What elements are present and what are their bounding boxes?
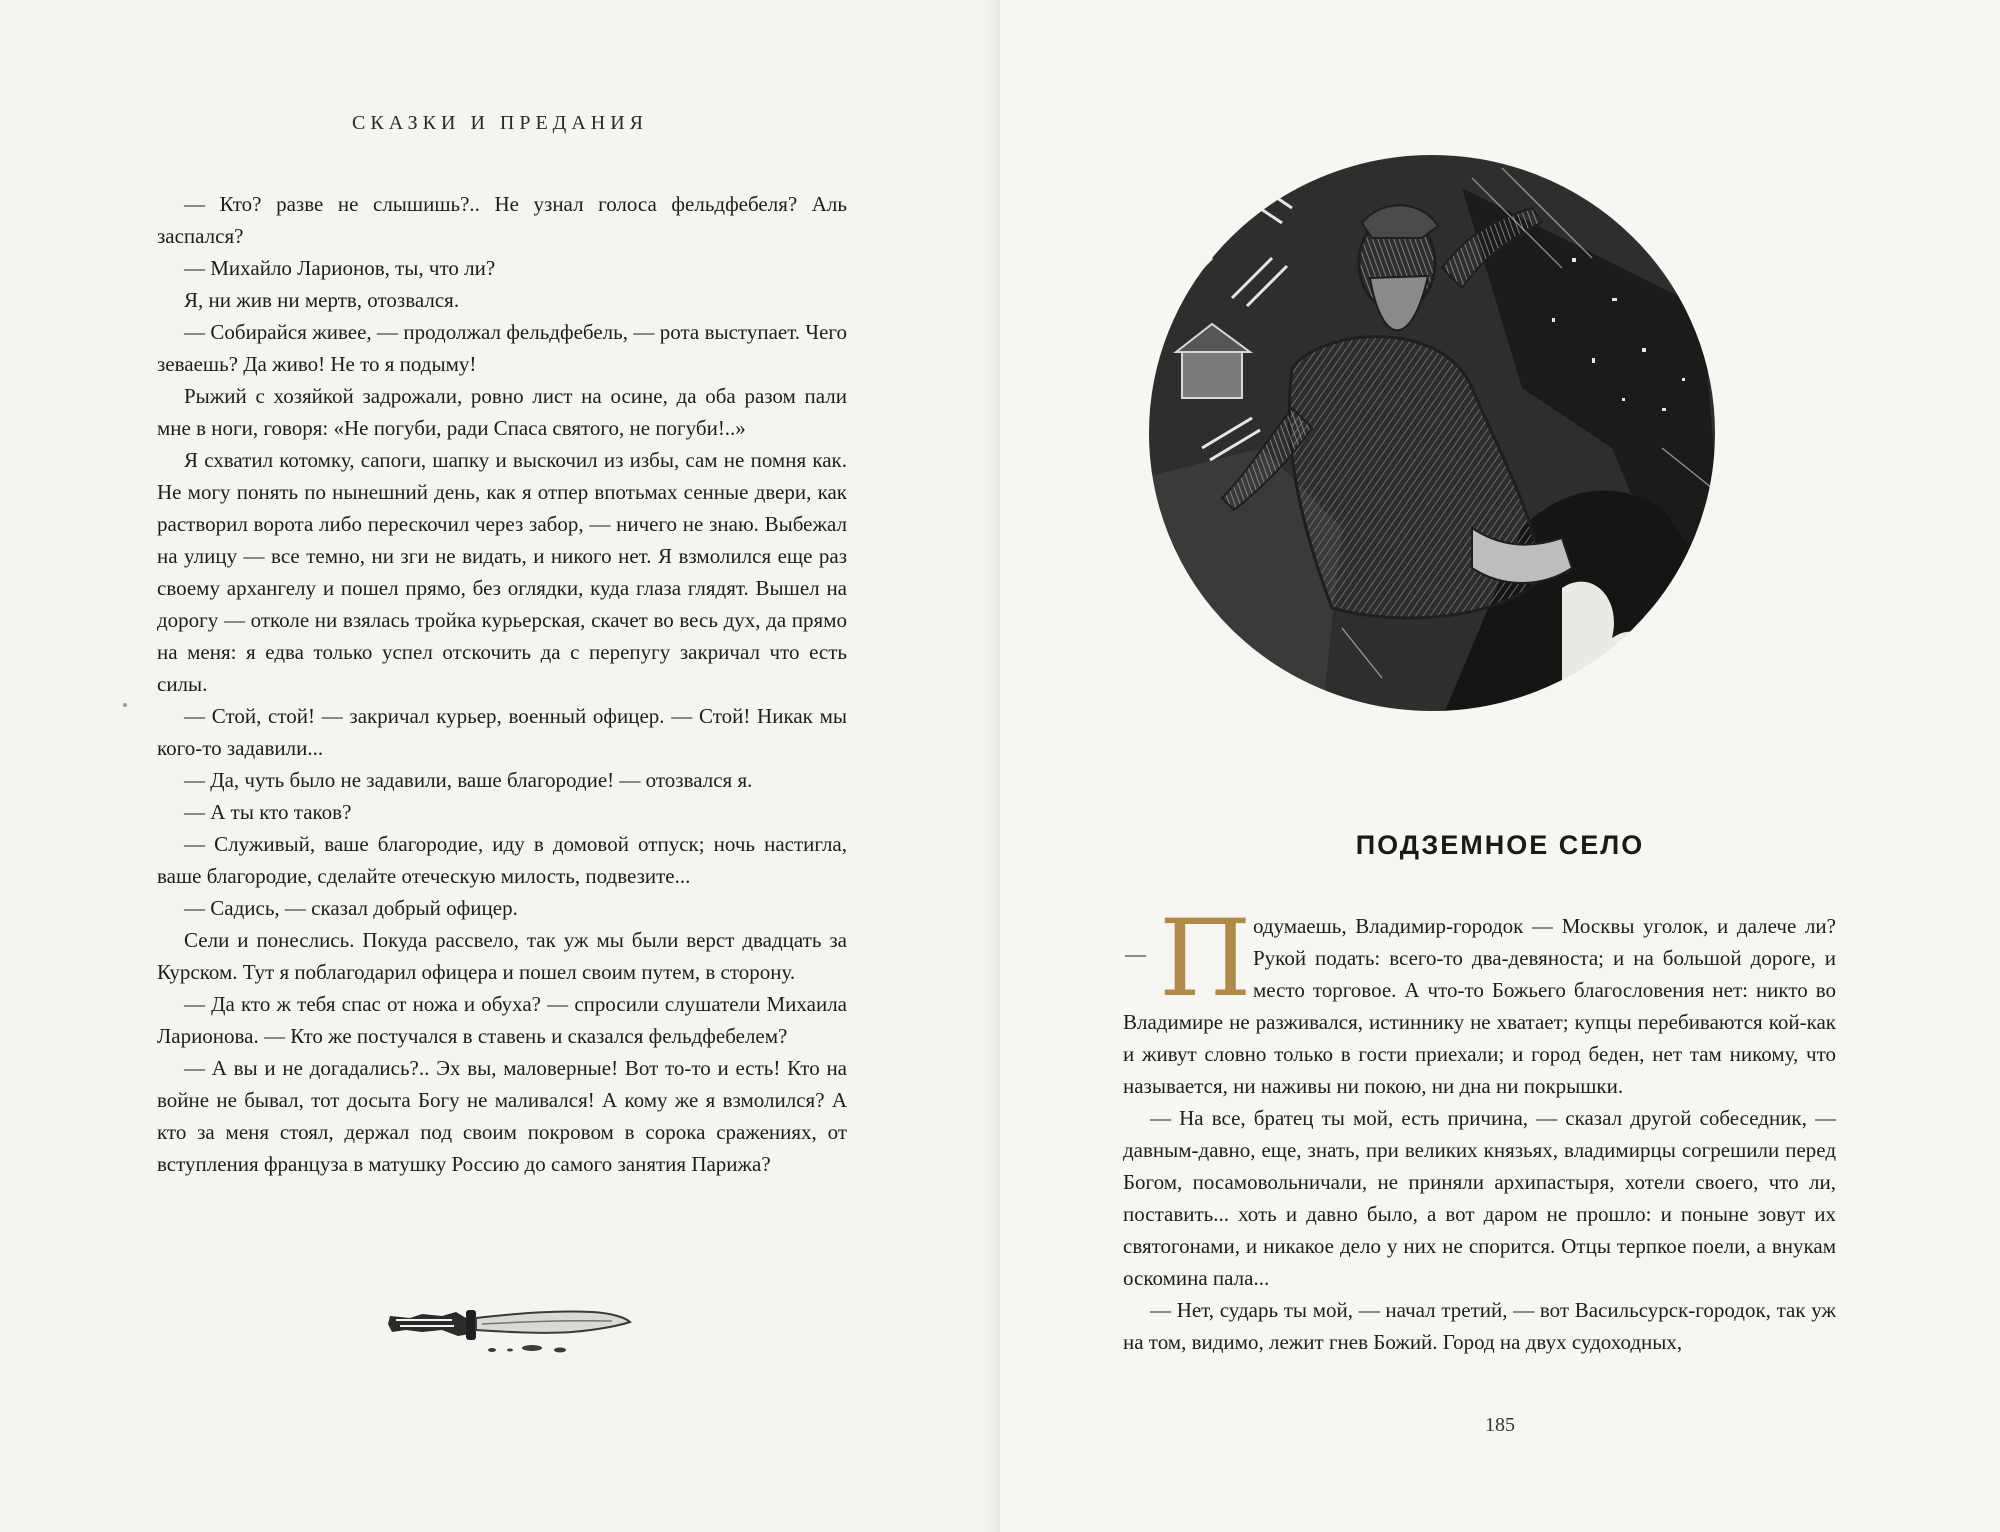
first-paragraph-text: одумаешь, Владимир-городок — Москвы уголок, и далече ли? Рукой подать: всего-то два-девяноста; и на большой дороге, и место торговое. А что-то Божьего благословения нет: никто во Владимире не разживался, истиннику не хватает; купцы перебиваются кой-как и живут словно только в гости приехали; и город беден, нет там никому, что называется, ни наживы ни покою, ни дна ни покрышки. [1123, 914, 1836, 1098]
paragraph: — А ты кто таков? [184, 800, 352, 824]
paper-speck [123, 703, 127, 707]
paragraph: — Кто? разве не слышишь?.. Не узнал голоса фельдфебеля? Аль заспался? [157, 192, 847, 248]
paragraph: — Нет, сударь ты мой, — начал третий, — вот Васильсурск-городок, так уж на том, видимо, лежит гнев Божий. Город на двух судоходных, [1123, 1298, 1836, 1354]
paragraph: Рыжий с хозяйкой задрожали, ровно лист на осине, да оба разом пали мне в ноги, говоря: «Не погуби, ради Спаса святого, не погуби!..» [157, 384, 847, 440]
paragraph: Я схватил котомку, сапоги, шапку и выскочил из избы, сам не помня как. Не могу понять по нынешний день, как я отпер впотьмах сенные двери, как растворил ворота либо перескочил через забор, — ничего не знаю. Выбежал на улицу — все темно, ни зги не видать, и никого нет. Я взмолился еще раз своему архангелу и пошел прямо, без оглядки, куда глаза глядят. Вышел на дорогу — отколе ни взялась тройка курьерская, скачет во весь дух, да прямо на меня: я едва только успел отскочить да с перепугу закричал что есть силы. [157, 448, 847, 696]
oval-engraving-illustration [1142, 148, 1722, 718]
paragraph: — Собирайся живее, — продолжал фельдфебель, — рота выступает. Чего зеваешь? Да живо! Не то я подыму! [157, 320, 847, 376]
paragraph: — Стой, стой! — закричал курьер, военный офицер. — Стой! Никак мы кого-то задавили... [157, 704, 847, 760]
drop-cap-block [1123, 897, 1252, 1020]
paragraph: — Да кто ж тебя спас от ножа и обуха? — спросили слушатели Михаила Ларионова. — Кто же постучался в ставень и сказался фельдфебелем? [157, 992, 847, 1048]
first-paragraph [1123, 897, 1836, 1102]
right-page-text [1123, 897, 1836, 1358]
paragraph: — Садись, — сказал добрый офицер. [184, 896, 518, 920]
drop-cap-dash: — [1125, 942, 1146, 966]
paragraph: Сели и понеслись. Покуда рассвело, так уж мы были верст двадцать за Курском. Тут я поблагодарил офицера и пошел своим путем, в сторону. [157, 928, 847, 984]
paragraph: — На все, братец ты мой, есть причина, — сказал другой собеседник, — давным-давно, еще, знать, при великих князьях, владимирцы согрешили перед Богом, посамовольничали, не приняли архипастыря, хотели своего, что ли, поставить... хоть и давно было, а вот даром не прошло: и поныне зовут их святогонами, и никакое дело у них не спорится. Отцы терпкое поели, а внукам оскомина пала... [1123, 1106, 1836, 1290]
left-page-text [157, 188, 847, 1180]
paragraph: — Михайло Ларионов, ты, что ли? [184, 256, 496, 280]
page-number: 185 [1485, 1414, 1515, 1436]
running-head: СКАЗКИ И ПРЕДАНИЯ [352, 112, 648, 134]
knife-illustration [382, 1288, 642, 1358]
drop-cap-letter: П [1159, 897, 1252, 1020]
paragraph: Я, ни жив ни мертв, отозвался. [184, 288, 460, 312]
story-title: ПОДЗЕМНОЕ СЕЛО [1355, 830, 1645, 860]
paragraph: — Служивый, ваше благородие, иду в домовой отпуск; ночь настигла, ваше благородие, сделайте отеческую милость, подвезите... [157, 832, 847, 888]
paragraph: — Да, чуть было не задавили, ваше благородие! — отозвался я. [184, 768, 753, 792]
paragraph: — А вы и не догадались?.. Эх вы, маловерные! Вот то-то и есть! Кто на войне не бывал, тот досыта Богу не маливался! А кому же я взмолился? А кто за меня стоял, держал под своим покровом в сорока сражениях, от вступления француза в матушку Россию до самого занятия Парижа? [157, 1056, 847, 1176]
